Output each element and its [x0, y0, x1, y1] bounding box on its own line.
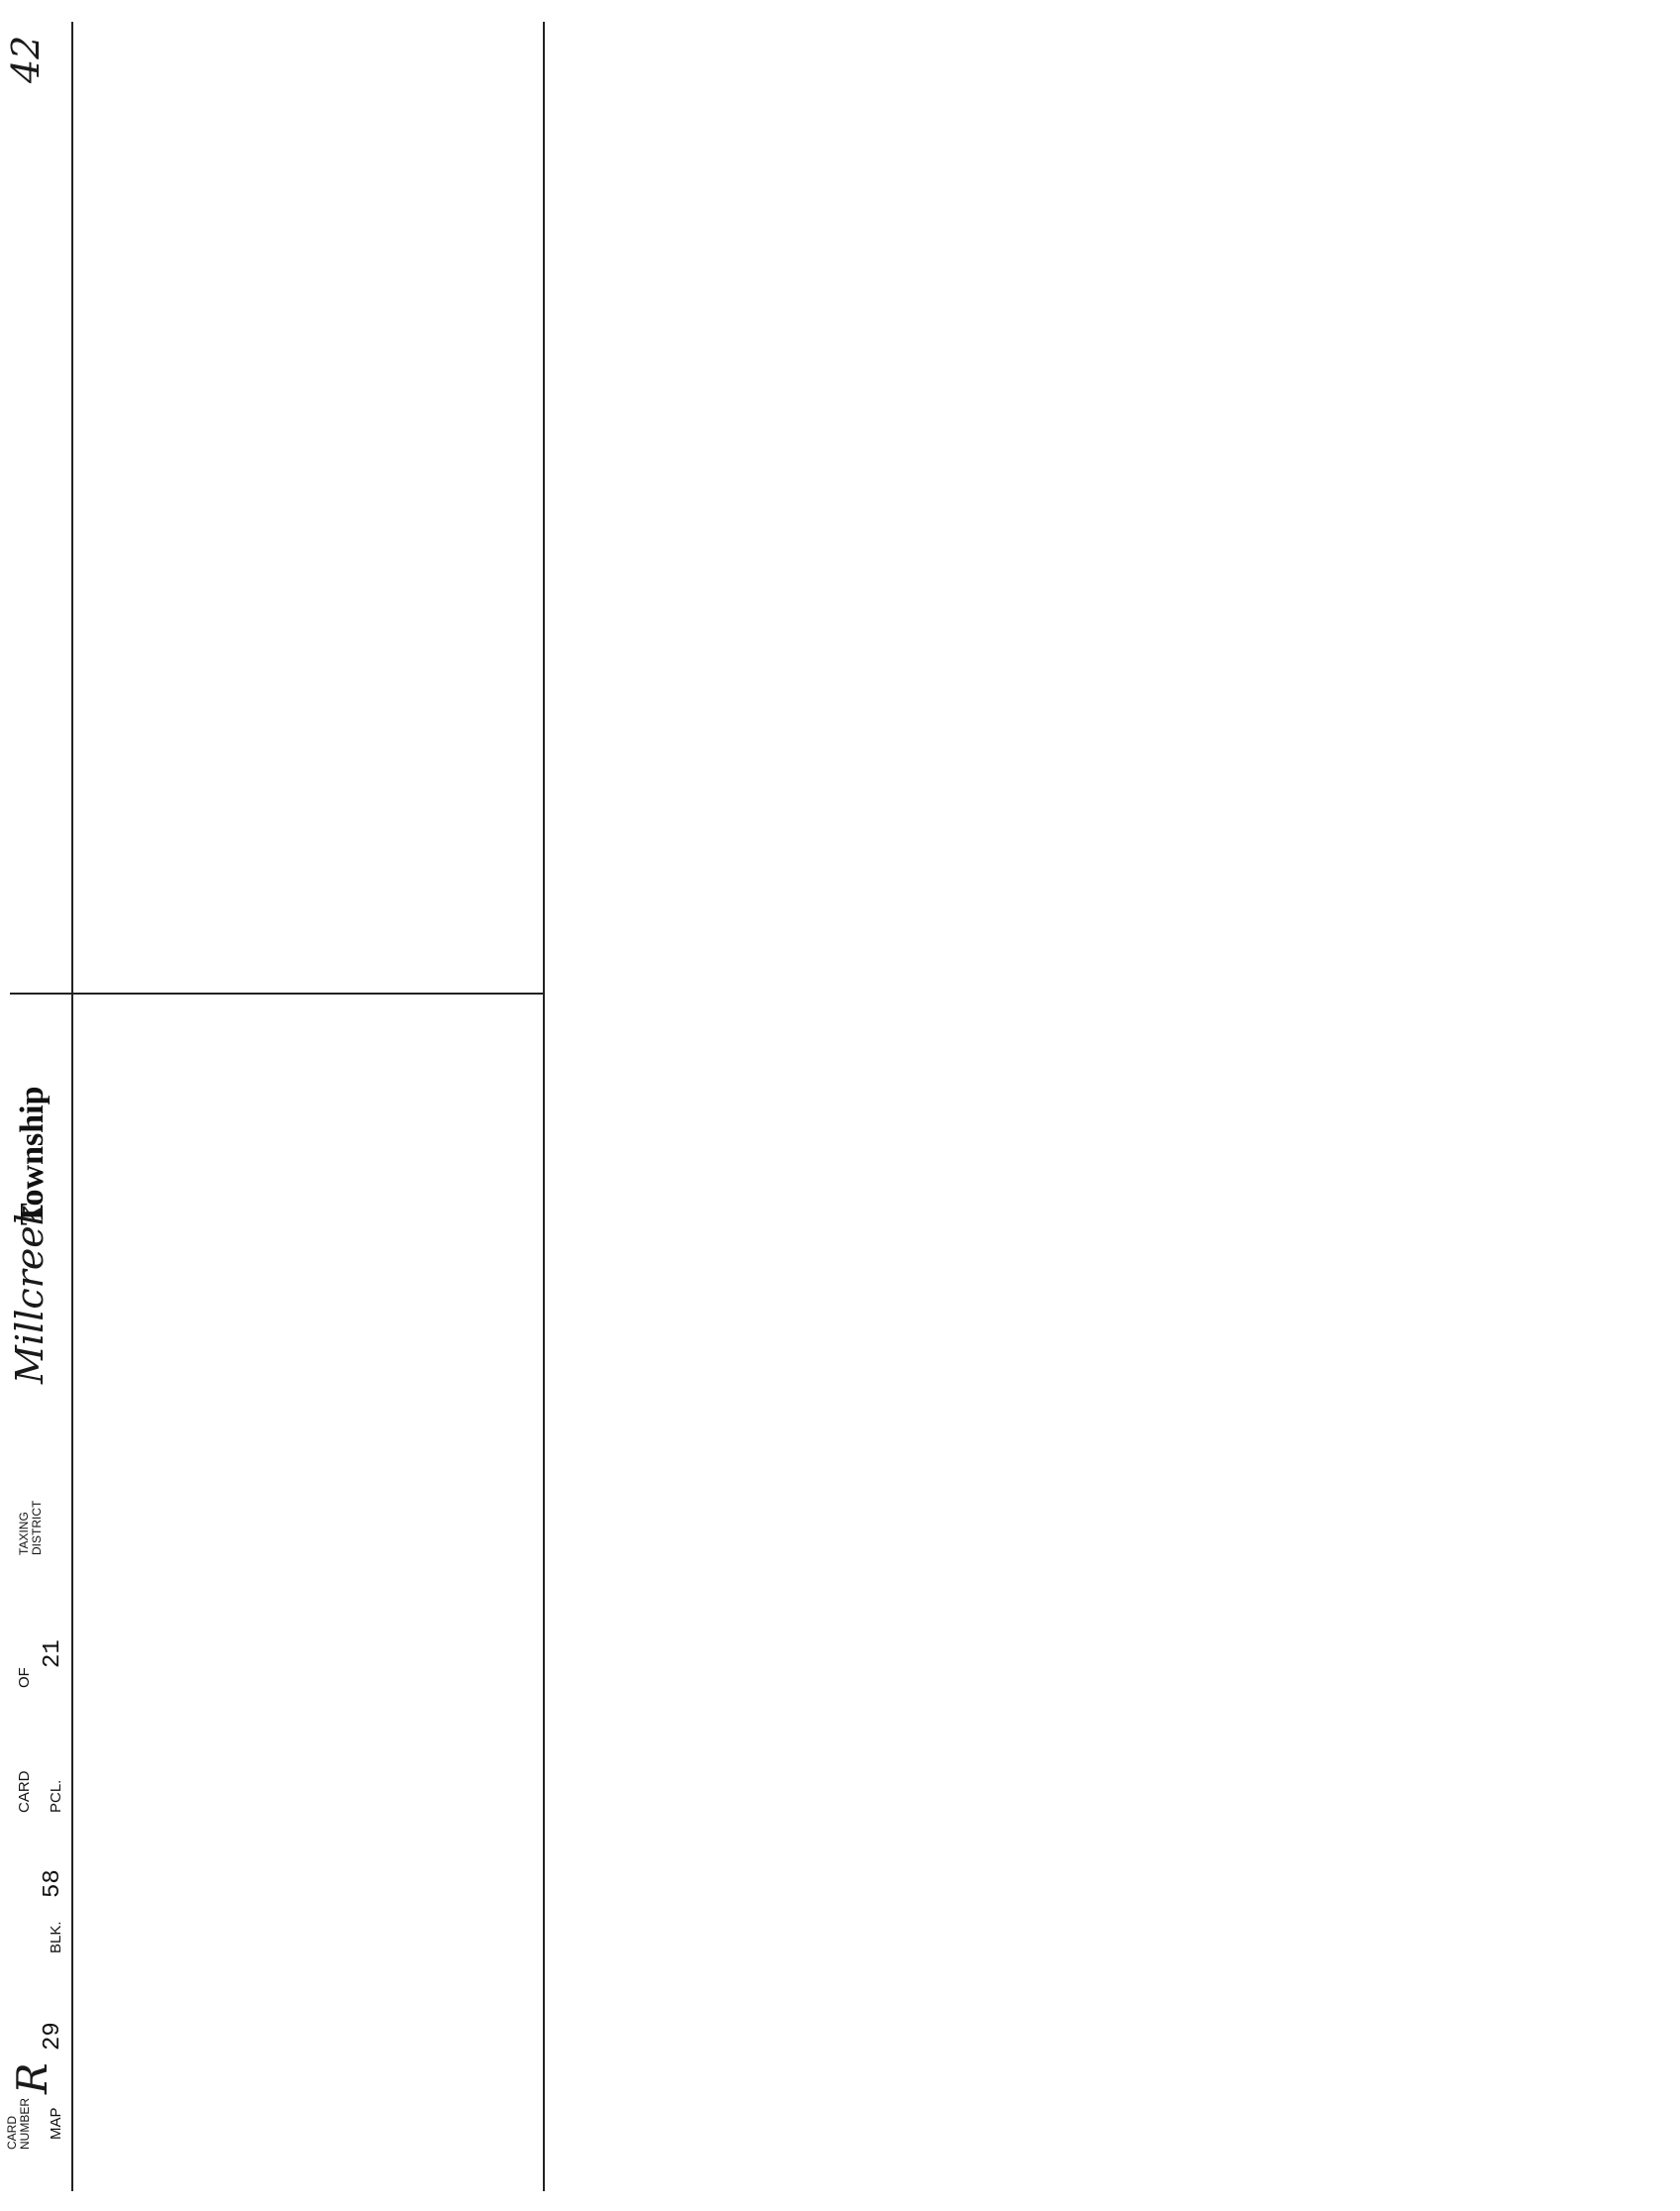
district-name-hand: Millcreek — [8, 1203, 52, 1384]
card-number-value: R — [8, 2062, 56, 2094]
card-label: CARD — [16, 1770, 33, 1813]
mid-rule — [543, 22, 545, 2191]
taxing-district-label: TAXING DISTRICT — [17, 1500, 44, 1555]
map-value: 29 — [40, 2022, 66, 2051]
corner-number: 42 — [4, 35, 48, 83]
ownership-divider — [10, 993, 545, 995]
blk-value: 58 — [40, 1869, 66, 1898]
pcl-value: 21 — [40, 1639, 66, 1668]
pcl-label: PCL. — [48, 1779, 64, 1813]
card-number-label: CARD NUMBER — [5, 2097, 32, 2150]
blk-label: BLK. — [48, 1921, 64, 1953]
header-rule — [71, 22, 73, 2191]
of-label: OF — [16, 1667, 33, 1688]
district-name-printed: Township — [14, 1086, 51, 1225]
map-label: MAP — [48, 2107, 64, 2140]
